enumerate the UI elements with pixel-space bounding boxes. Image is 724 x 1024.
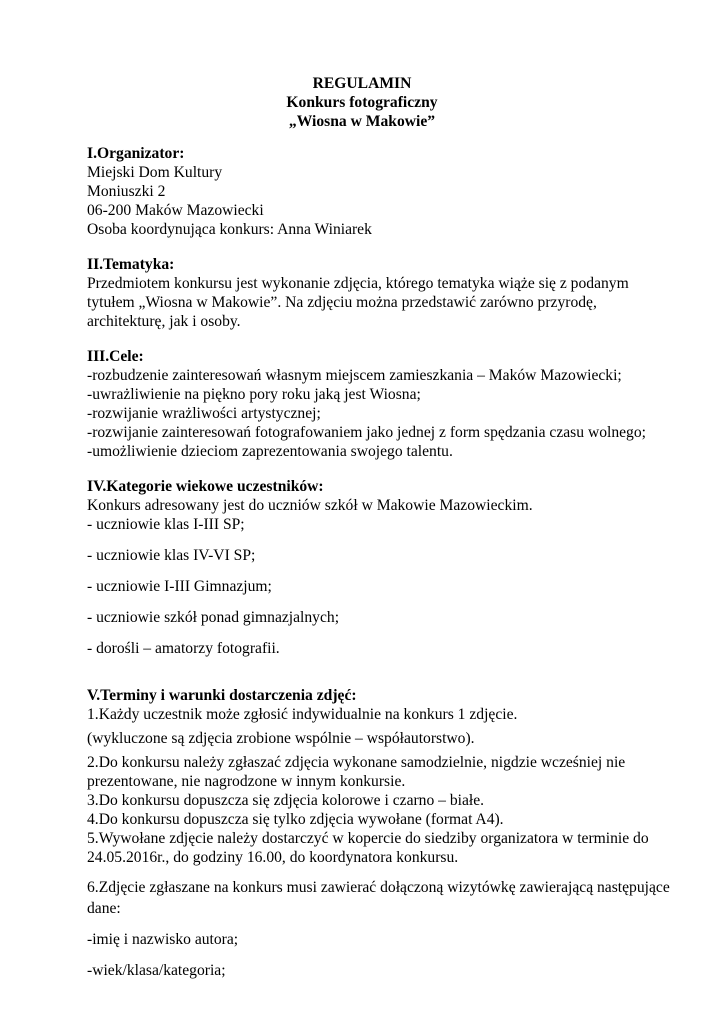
terms-line: dane: — [87, 900, 121, 917]
age-category-item: - uczniowie klas I-III SP; — [87, 516, 245, 533]
terms-line: prezentowane, nie nagrodzone w innym konkursie. — [87, 773, 406, 790]
theme-line: tytułem „Wiosna w Makowie”. Na zdjęciu można przedstawić zarówno przyrodę, — [87, 294, 597, 311]
theme-line: Przedmiotem konkursu jest wykonanie zdjęcia, którego tematyka wiąże się z podanym — [87, 275, 629, 292]
age-categories-intro: Konkurs adresowany jest do uczniów szkół w Makowie Mazowieckim. — [87, 497, 533, 514]
goal-item: -rozwijanie zainteresowań fotografowaniem jako jednej z form spędzania czasu wolnego; — [87, 424, 646, 441]
goal-item: -rozbudzenie zainteresowań własnym miejscem zamieszkania – Maków Mazowiecki; — [87, 367, 622, 384]
document-title-block — [0, 74, 724, 131]
age-category-item: - dorośli – amatorzy fotografii. — [87, 640, 280, 657]
document-title: REGULAMIN — [312, 75, 412, 92]
section-heading-age-categories: IV.Kategorie wiekowe uczestników: — [87, 478, 324, 495]
section-heading-goals: III.Cele: — [87, 348, 144, 365]
terms-line: (wykluczone są zdjęcia zrobione wspólnie – współautorstwo). — [87, 730, 475, 747]
contest-name: „Wiosna w Makowie” — [288, 113, 436, 130]
goal-item: -uwrażliwienie na piękno pory roku jaką jest Wiosna; — [87, 386, 421, 403]
terms-line: 24.05.2016r., do godziny 16.00, do koordynatora konkursu. — [87, 849, 459, 866]
theme-line: architekturę, jak i osoby. — [87, 313, 241, 330]
organizer-line: Moniuszki 2 — [87, 183, 166, 200]
section-heading-organizer: I.Organizator: — [87, 145, 185, 162]
organizer-line: Osoba koordynująca konkurs: Anna Winiarek — [87, 221, 372, 238]
terms-line: 1.Każdy uczestnik może zgłosić indywidualnie na konkurs 1 zdjęcie. — [87, 706, 518, 723]
terms-line: 5.Wywołane zdjęcie należy dostarczyć w kopercie do siedziby organizatora w terminie do — [87, 830, 649, 847]
organizer-line: 06-200 Maków Mazowiecki — [87, 202, 264, 219]
terms-line: 2.Do konkursu należy zgłaszać zdjęcia wykonane samodzielnie, nigdzie wcześniej nie — [87, 754, 626, 771]
terms-line: 4.Do konkursu dopuszcza się tylko zdjęcia wywołane (format A4). — [87, 811, 504, 828]
age-category-item: - uczniowie I-III Gimnazjum; — [87, 578, 272, 595]
section-heading-theme: II.Tematyka: — [87, 256, 175, 273]
section-heading-terms: V.Terminy i warunki dostarczenia zdjęć: — [87, 687, 357, 704]
organizer-line: Miejski Dom Kultury — [87, 164, 223, 181]
goal-item: -umożliwienie dzieciom zaprezentowania swojego talentu. — [87, 443, 453, 460]
terms-line: 3.Do konkursu dopuszcza się zdjęcia kolorowe i czarno – białe. — [87, 792, 485, 809]
terms-line: -imię i nazwisko autora; — [87, 931, 239, 948]
terms-line: 6.Zdjęcie zgłaszane na konkurs musi zawierać dołączoną wizytówkę zawierającą następujące — [87, 879, 670, 896]
age-category-item: - uczniowie klas IV-VI SP; — [87, 547, 256, 564]
document-subtitle: Konkurs fotograficzny — [286, 94, 438, 111]
age-category-item: - uczniowie szkół ponad gimnazjalnych; — [87, 609, 340, 626]
terms-line: -wiek/klasa/kategoria; — [87, 962, 226, 979]
goal-item: -rozwijanie wrażliwości artystycznej; — [87, 405, 321, 422]
